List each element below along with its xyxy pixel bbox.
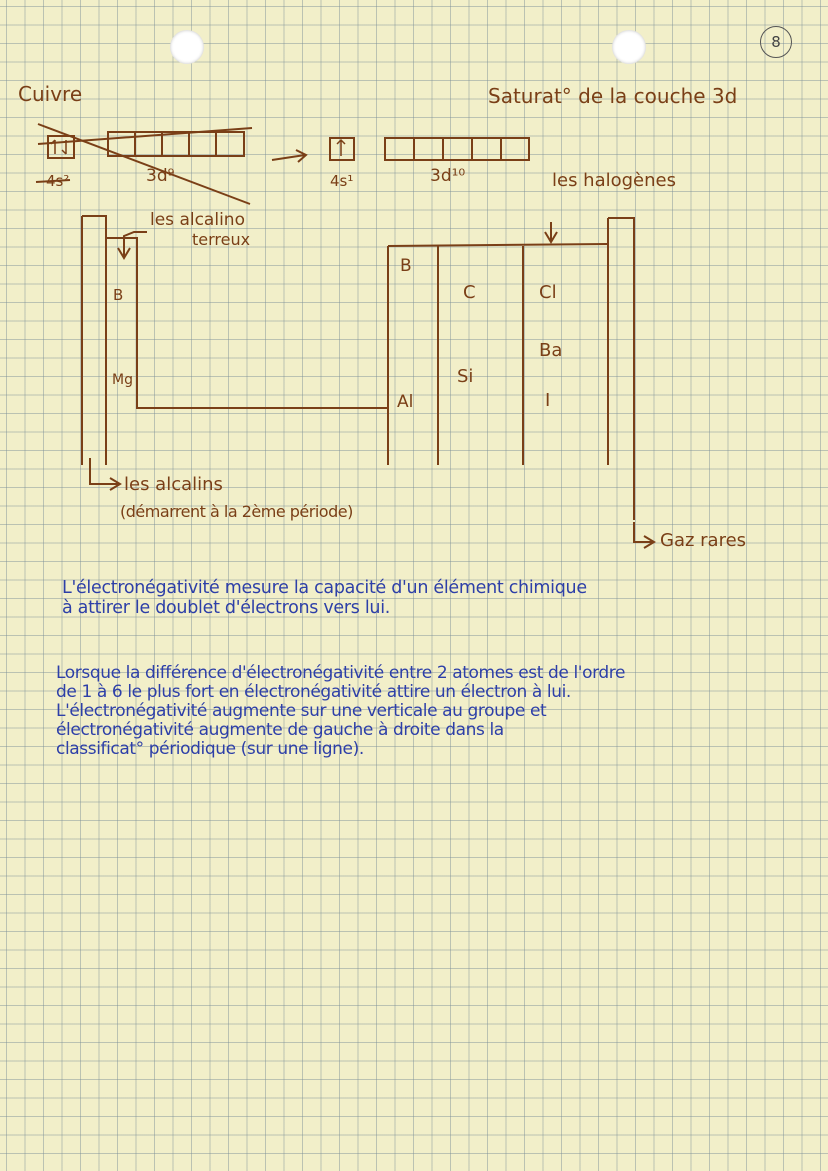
element-col1-bottom: Mg [112,372,133,388]
orbital-box-3d-left [108,132,244,156]
element-halogen-3: I [545,390,551,411]
noble-gases-label: Gaz rares [660,530,747,551]
halogens-label: les halogènes [552,170,676,191]
explanation-line-3: L'électronégativité augmente sur une verticale au groupe et [56,701,547,721]
label-3d-left: 3d⁹ [146,166,175,186]
transition-arrow [286,140,287,141]
element-group13-top: B [400,256,412,276]
definition-line-2: à attirer le doublet d'électrons vers lui. [62,598,391,618]
alkaline-earth-label-1: les alcalino [150,210,245,230]
explanation-paragraph [56,664,625,759]
saturation-note: Saturat° de la couche 3d [488,84,738,108]
definition-line-1: L'électronégativité mesure la capacité d'un élément chimique [62,578,587,598]
explanation-line-4: électronégativité augmente de gauche à droite dans la [56,720,504,740]
label-4s-right: 4s¹ [330,172,354,190]
alkalines-label: les alcalins [124,474,223,495]
element-halogen-2: Ba [539,340,563,361]
explanation-line-5: classificat° périodique (sur une ligne). [56,739,364,759]
explanation-line-1: Lorsque la différence d'électronégativité entre 2 atomes est de l'ordre [56,663,626,683]
label-3d-right: 3d¹⁰ [430,166,466,186]
definition-paragraph [62,578,587,618]
element-group13-bottom: Al [397,392,414,412]
page-number: 8 [760,26,792,58]
element-halogen-1: Cl [539,282,557,303]
orbital-box-4s-left [48,136,74,158]
label-4s-left: 4s² [46,172,70,190]
orbital-box-3d-right [385,138,529,160]
element-group14-bottom: Si [457,366,474,387]
element-title: Cuivre [18,82,83,106]
explanation-line-2: de 1 à 6 le plus fort en électronégativité attire un électron à lui. [56,682,571,702]
element-col1-top: B [113,286,124,304]
element-group14-top: C [463,282,476,303]
alkalines-note: (démarrent à la 2ème période) [120,502,353,521]
alkaline-earth-label-2: terreux [192,230,251,249]
